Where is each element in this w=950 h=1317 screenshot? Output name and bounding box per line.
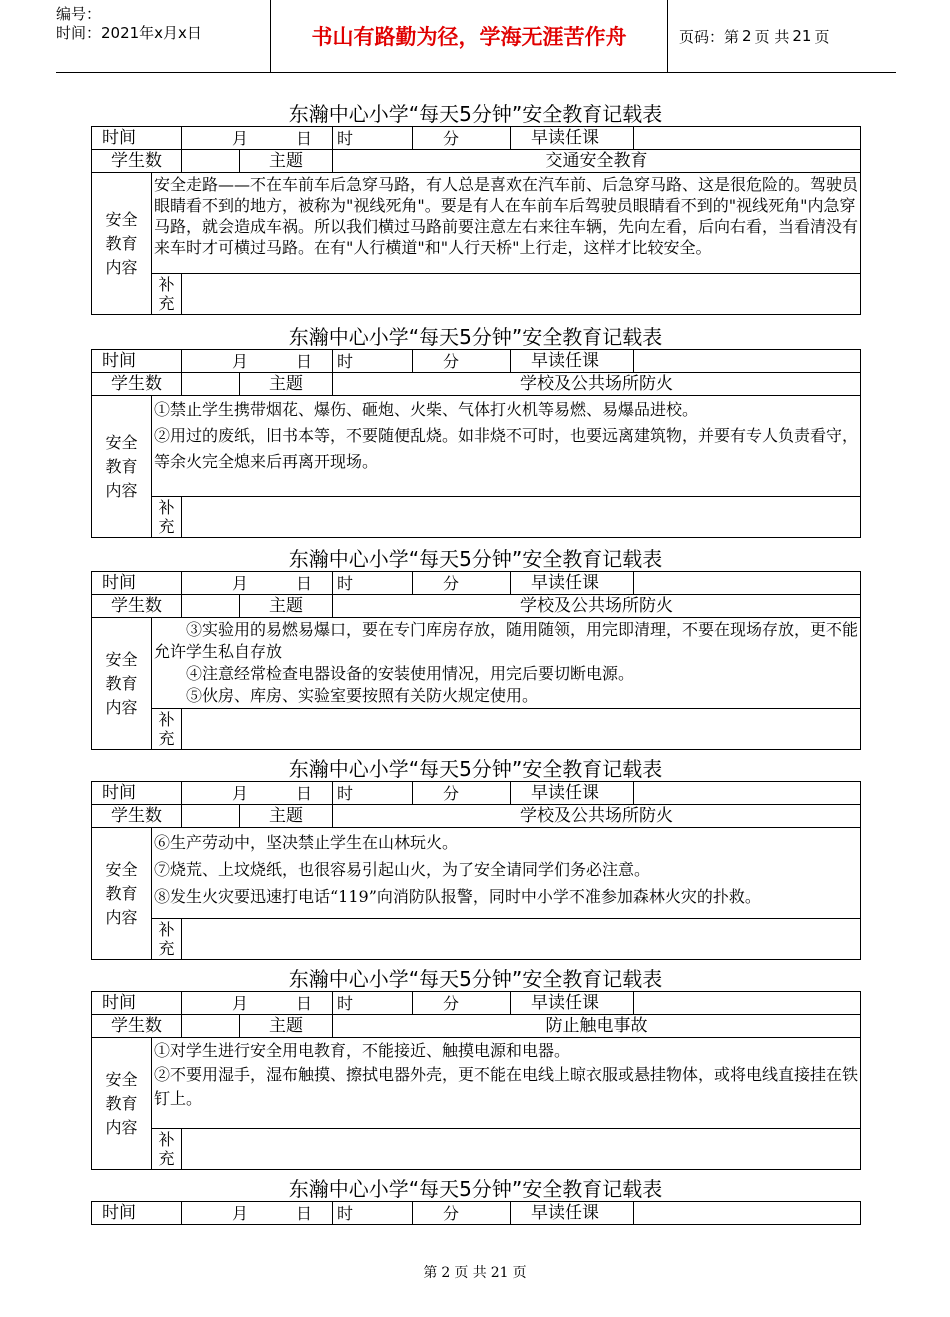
minute-cell[interactable]: 分	[413, 572, 511, 595]
record-table	[91, 1201, 861, 1225]
topic-label: 主题	[240, 1015, 333, 1038]
hour-cell[interactable]: 时	[333, 350, 413, 373]
topic-value: 学校及公共场所防火	[333, 805, 861, 828]
students-value[interactable]	[182, 805, 240, 828]
supplement-field[interactable]	[182, 919, 861, 960]
content-text: ①对学生进行安全用电教育，不能接近、触摸电源和电器。 ②不要用湿手，湿布触摸、擦拭电器外壳，更不能在电线上晾衣服或悬挂物体，或将电线直接挂在铁钉上。	[152, 1038, 861, 1129]
task-value[interactable]	[634, 992, 861, 1015]
time-label-cell: 时间	[92, 782, 182, 805]
students-label: 学生数	[92, 1015, 182, 1038]
record-title: 东瀚中心小学“每天5分钟”安全教育记载表	[288, 325, 663, 349]
supplement-field[interactable]	[182, 1129, 861, 1170]
task-value[interactable]	[634, 350, 861, 373]
hour-cell[interactable]: 时	[333, 992, 413, 1015]
students-value[interactable]	[182, 373, 240, 396]
time-label-cell: 时间	[92, 572, 182, 595]
record-title: 东瀚中心小学“每天5分钟”安全教育记载表	[288, 102, 663, 126]
minute-cell[interactable]: 分	[413, 992, 511, 1015]
topic-label: 主题	[240, 805, 333, 828]
supplement-label: 补 充	[152, 919, 182, 960]
content-side-label: 安全 教育 内容	[92, 618, 152, 750]
content-text: ③实验用的易燃易爆口，要在专门库房存放，随用随领，用完即清理，不要在现场存放，更不能允许学生私自存放 ④注意经常检查电器设备的安装使用情况，用完后要切断电源。 ⑤伙房、库房、实验室要按照有关防火规定使用。	[152, 618, 861, 709]
record-table	[91, 571, 861, 750]
content-text: ①禁止学生携带烟花、爆伤、砸炮、火柴、气体打火机等易燃、易爆品进校。 ②用过的废纸，旧书本等，不要随便乱烧。如非烧不可时，也要远离建筑物，并要有专人负责看守，等余火完全熄来后再离开现场。	[152, 396, 861, 497]
footer-page-total: 21	[490, 1265, 509, 1281]
footer-page-number: 2	[441, 1265, 451, 1281]
task-label: 早读任课	[511, 572, 634, 595]
month-cell[interactable]: 月 日	[182, 572, 333, 595]
header-page-number: 2	[742, 27, 752, 45]
task-value[interactable]	[634, 572, 861, 595]
record-table	[91, 781, 861, 960]
record-title: 东瀚中心小学“每天5分钟”安全教育记载表	[288, 967, 663, 991]
minute-cell[interactable]: 分	[413, 350, 511, 373]
topic-label: 主题	[240, 595, 333, 618]
time-label-cell: 时间	[92, 1202, 182, 1225]
header-motto: 书山有路勤为径，学海无涯苦作舟	[270, 0, 668, 72]
students-value[interactable]	[182, 150, 240, 173]
record-block-4	[91, 757, 860, 965]
content-side-label: 安全 教育 内容	[92, 396, 152, 538]
record-block-1	[91, 102, 860, 320]
students-label: 学生数	[92, 805, 182, 828]
supplement-label: 补 充	[152, 1129, 182, 1170]
record-block-3	[91, 547, 860, 755]
supplement-field[interactable]	[182, 497, 861, 538]
task-label: 早读任课	[511, 782, 634, 805]
hour-cell[interactable]: 时	[333, 127, 413, 150]
minute-cell[interactable]: 分	[413, 782, 511, 805]
students-label: 学生数	[92, 150, 182, 173]
time-label-cell: 时间	[92, 992, 182, 1015]
month-cell[interactable]: 月 日	[182, 1202, 333, 1225]
header-page-info: 页码：第 2 页 共 21 页	[679, 27, 830, 46]
topic-value: 防止触电事故	[333, 1015, 861, 1038]
content-side-label: 安全 教育 内容	[92, 1038, 152, 1170]
task-label: 早读任课	[511, 992, 634, 1015]
hour-cell[interactable]: 时	[333, 572, 413, 595]
month-cell[interactable]: 月 日	[182, 782, 333, 805]
task-value[interactable]	[634, 782, 861, 805]
task-label: 早读任课	[511, 127, 634, 150]
month-cell[interactable]: 月 日	[182, 350, 333, 373]
content-side-label: 安全 教育 内容	[92, 828, 152, 960]
students-value[interactable]	[182, 595, 240, 618]
record-block-2	[91, 325, 860, 543]
record-table	[91, 349, 861, 538]
students-label: 学生数	[92, 595, 182, 618]
record-title: 东瀚中心小学“每天5分钟”安全教育记载表	[288, 757, 663, 781]
record-title: 东瀚中心小学“每天5分钟”安全教育记载表	[288, 547, 663, 571]
topic-value: 交通安全教育	[333, 150, 861, 173]
record-table	[91, 991, 861, 1170]
minute-cell[interactable]: 分	[413, 1202, 511, 1225]
task-label: 早读任课	[511, 350, 634, 373]
content-text: 安全走路——不在车前车后急穿马路，有人总是喜欢在汽车前、后急穿马路、这是很危险的。驾驶员眼睛看不到的地方，被称为"视线死角"。要是有人在车前车后驾驶员眼睛看不到的"视线死角"内急穿马路，就会造成车祸。所以我们横过马路前要注意左右来往车辆，先向左看，后向右看，当看清没有来车时才可横过马路。在有"人行横道"和"人行天桥"上行走，这样才比较安全。	[152, 173, 861, 274]
month-cell[interactable]: 月 日	[182, 992, 333, 1015]
record-table	[91, 126, 861, 315]
record-block-6	[91, 1177, 860, 1225]
record-title: 东瀚中心小学“每天5分钟”安全教育记载表	[288, 1177, 663, 1201]
topic-label: 主题	[240, 373, 333, 396]
topic-value: 学校及公共场所防火	[333, 595, 861, 618]
supplement-field[interactable]	[182, 274, 861, 315]
supplement-label: 补 充	[152, 497, 182, 538]
supplement-label: 补 充	[152, 709, 182, 750]
record-block-5	[91, 967, 860, 1175]
minute-cell[interactable]: 分	[413, 127, 511, 150]
content-text: ⑥生产劳动中，坚决禁止学生在山林玩火。 ⑦烧荒、上坟烧纸，也很容易引起山火，为了安全请同学们务必注意。 ⑧发生火灾要迅速打电话“119”向消防队报警，同时中小学不准参加森林火灾的扑救。	[152, 828, 861, 919]
task-value[interactable]	[634, 1202, 861, 1225]
number-label: 编号：	[56, 5, 102, 23]
supplement-field[interactable]	[182, 709, 861, 750]
topic-label: 主题	[240, 150, 333, 173]
page-header	[56, 0, 896, 73]
month-cell[interactable]: 月 日	[182, 127, 333, 150]
content-side-label: 安全 教育 内容	[92, 173, 152, 315]
task-label: 早读任课	[511, 1202, 634, 1225]
task-value[interactable]	[634, 127, 861, 150]
students-value[interactable]	[182, 1015, 240, 1038]
hour-cell[interactable]: 时	[333, 1202, 413, 1225]
students-label: 学生数	[92, 373, 182, 396]
supplement-label: 补 充	[152, 274, 182, 315]
topic-value: 学校及公共场所防火	[333, 373, 861, 396]
time-label-cell: 时间	[92, 127, 182, 150]
time-label: 时间：2021年x月x日	[56, 24, 202, 42]
time-label-cell: 时间	[92, 350, 182, 373]
header-page-total: 21	[792, 27, 812, 45]
hour-cell[interactable]: 时	[333, 782, 413, 805]
page-footer: 第 2 页 共 21 页	[423, 1265, 527, 1281]
header-meta	[56, 0, 270, 77]
